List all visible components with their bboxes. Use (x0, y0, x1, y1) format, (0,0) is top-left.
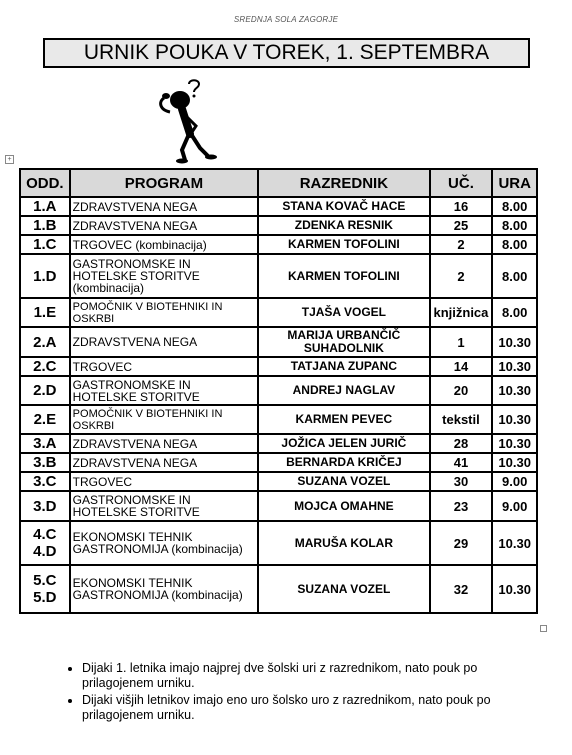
cell-program: ZDRAVSTVENA NEGA (70, 453, 259, 472)
table-header-row (20, 169, 537, 197)
cell-ura: 8.00 (492, 216, 537, 235)
cell-odd: 2.D (20, 376, 70, 405)
list-item: • Dijaki 1. letnika imajo najprej dve šolski uri z razrednikom, nato pouk po prilagojenem urniku. (82, 661, 552, 691)
cell-uc: 20 (430, 376, 493, 405)
cell-razrednik: ZDENKA RESNIK (258, 216, 429, 235)
cell-uc: 16 (430, 197, 493, 216)
cell-ura: 8.00 (492, 197, 537, 216)
cell-odd: 1.D (20, 254, 70, 298)
cell-odd: 1.E (20, 298, 70, 327)
cell-ura: 10.30 (492, 405, 537, 434)
table-row (20, 521, 537, 565)
cell-razrednik: MARUŠA KOLAR (258, 521, 429, 565)
cell-uc: 25 (430, 216, 493, 235)
cell-odd: 1.C (20, 235, 70, 254)
cell-ura: 10.30 (492, 565, 537, 613)
cell-razrednik: KARMEN TOFOLINI (258, 254, 429, 298)
cell-ura: 9.00 (492, 472, 537, 491)
cell-uc: 30 (430, 472, 493, 491)
column-header-program: PROGRAM (70, 169, 259, 197)
table-row (20, 216, 537, 235)
cell-odd: 5.C 5.D (20, 565, 70, 613)
cell-program: ZDRAVSTVENA NEGA (70, 327, 259, 357)
table-row (20, 376, 537, 405)
table-row (20, 472, 537, 491)
cell-odd: 1.B (20, 216, 70, 235)
table-row (20, 235, 537, 254)
cell-uc: 29 (430, 521, 493, 565)
table-row (20, 434, 537, 453)
cell-razrednik: TATJANA ZUPANC (258, 357, 429, 376)
table-row (20, 327, 537, 357)
cell-razrednik: SUZANA VOZEL (258, 472, 429, 491)
cell-odd: 2.E (20, 405, 70, 434)
cell-uc: 41 (430, 453, 493, 472)
column-header-uc: UČ. (430, 169, 493, 197)
cell-odd: 3.D (20, 491, 70, 521)
cell-odd: 2.A (20, 327, 70, 357)
cell-razrednik: MARIJA URBANČIČ SUHADOLNIK (258, 327, 429, 357)
cell-program: POMOČNIK V BIOTEHNIKI IN OSKRBI (70, 405, 259, 434)
cell-razrednik: STANA KOVAČ HACE (258, 197, 429, 216)
cell-program: GASTRONOMSKE IN HOTELSKE STORITVE (kombinacija) (70, 254, 259, 298)
list-item: • Dijaki višjih letnikov imajo eno uro šolsko uro z razrednikom, nato pouk po prilagojenem urniku. (82, 693, 552, 723)
cell-program: TRGOVEC (70, 472, 259, 491)
cell-odd: 3.A (20, 434, 70, 453)
cell-odd: 3.B (20, 453, 70, 472)
cell-program: ZDRAVSTVENA NEGA (70, 434, 259, 453)
cell-uc: 1 (430, 327, 493, 357)
cell-ura: 8.00 (492, 298, 537, 327)
cell-ura: 10.30 (492, 521, 537, 565)
cell-odd: 3.C (20, 472, 70, 491)
table-row (20, 357, 537, 376)
cell-odd: 1.A (20, 197, 70, 216)
cell-razrednik: ANDREJ NAGLAV (258, 376, 429, 405)
cell-program: EKONOMSKI TEHNIK GASTRONOMIJA (kombinacija) (70, 565, 259, 613)
cell-program: GASTRONOMSKE IN HOTELSKE STORITVE (70, 491, 259, 521)
cell-odd: 4.C 4.D (20, 521, 70, 565)
cell-uc: 23 (430, 491, 493, 521)
table-move-handle[interactable]: + (5, 155, 14, 164)
table-row (20, 298, 537, 327)
cell-program: TRGOVEC (70, 357, 259, 376)
cell-uc: 28 (430, 434, 493, 453)
page-title: URNIK POUKA V TOREK, 1. SEPTEMBRA (43, 38, 530, 68)
cell-ura: 10.30 (492, 376, 537, 405)
cell-program: TRGOVEC (kombinacija) (70, 235, 259, 254)
cell-razrednik: JOŽICA JELEN JURIČ (258, 434, 429, 453)
cell-ura: 10.30 (492, 453, 537, 472)
cell-ura: 10.30 (492, 327, 537, 357)
cell-program: EKONOMSKI TEHNIK GASTRONOMIJA (kombinacija) (70, 521, 259, 565)
cell-ura: 8.00 (492, 254, 537, 298)
schedule-table (19, 168, 538, 614)
cell-ura: 10.30 (492, 434, 537, 453)
table-row (20, 197, 537, 216)
thinking-figure-clipart (152, 76, 222, 164)
cell-program: GASTRONOMSKE IN HOTELSKE STORITVE (70, 376, 259, 405)
table-row (20, 453, 537, 472)
cell-razrednik: MOJCA OMAHNE (258, 491, 429, 521)
cell-razrednik: KARMEN TOFOLINI (258, 235, 429, 254)
cell-ura: 10.30 (492, 357, 537, 376)
column-header-razrednik: RAZREDNIK (258, 169, 429, 197)
column-header-odd: ODD. (20, 169, 70, 197)
cell-uc: tekstil (430, 405, 493, 434)
table-resize-handle[interactable] (540, 625, 547, 632)
cell-uc: knjižnica (430, 298, 493, 327)
cell-razrednik: KARMEN PEVEC (258, 405, 429, 434)
cell-razrednik: TJAŠA VOGEL (258, 298, 429, 327)
table-row (20, 491, 537, 521)
cell-ura: 9.00 (492, 491, 537, 521)
column-header-ura: URA (492, 169, 537, 197)
cell-uc: 14 (430, 357, 493, 376)
school-header: SREDNJA SOLA ZAGORJE (233, 15, 339, 24)
cell-program: ZDRAVSTVENA NEGA (70, 216, 259, 235)
cell-odd: 2.C (20, 357, 70, 376)
cell-razrednik: BERNARDA KRIČEJ (258, 453, 429, 472)
table-row (20, 254, 537, 298)
table-row (20, 565, 537, 613)
cell-razrednik: SUZANA VOZEL (258, 565, 429, 613)
cell-ura: 8.00 (492, 235, 537, 254)
table-row (20, 405, 537, 434)
notes-list (62, 661, 552, 725)
cell-program: ZDRAVSTVENA NEGA (70, 197, 259, 216)
cell-uc: 32 (430, 565, 493, 613)
cell-uc: 2 (430, 235, 493, 254)
cell-uc: 2 (430, 254, 493, 298)
cell-program: POMOČNIK V BIOTEHNIKI IN OSKRBI (70, 298, 259, 327)
